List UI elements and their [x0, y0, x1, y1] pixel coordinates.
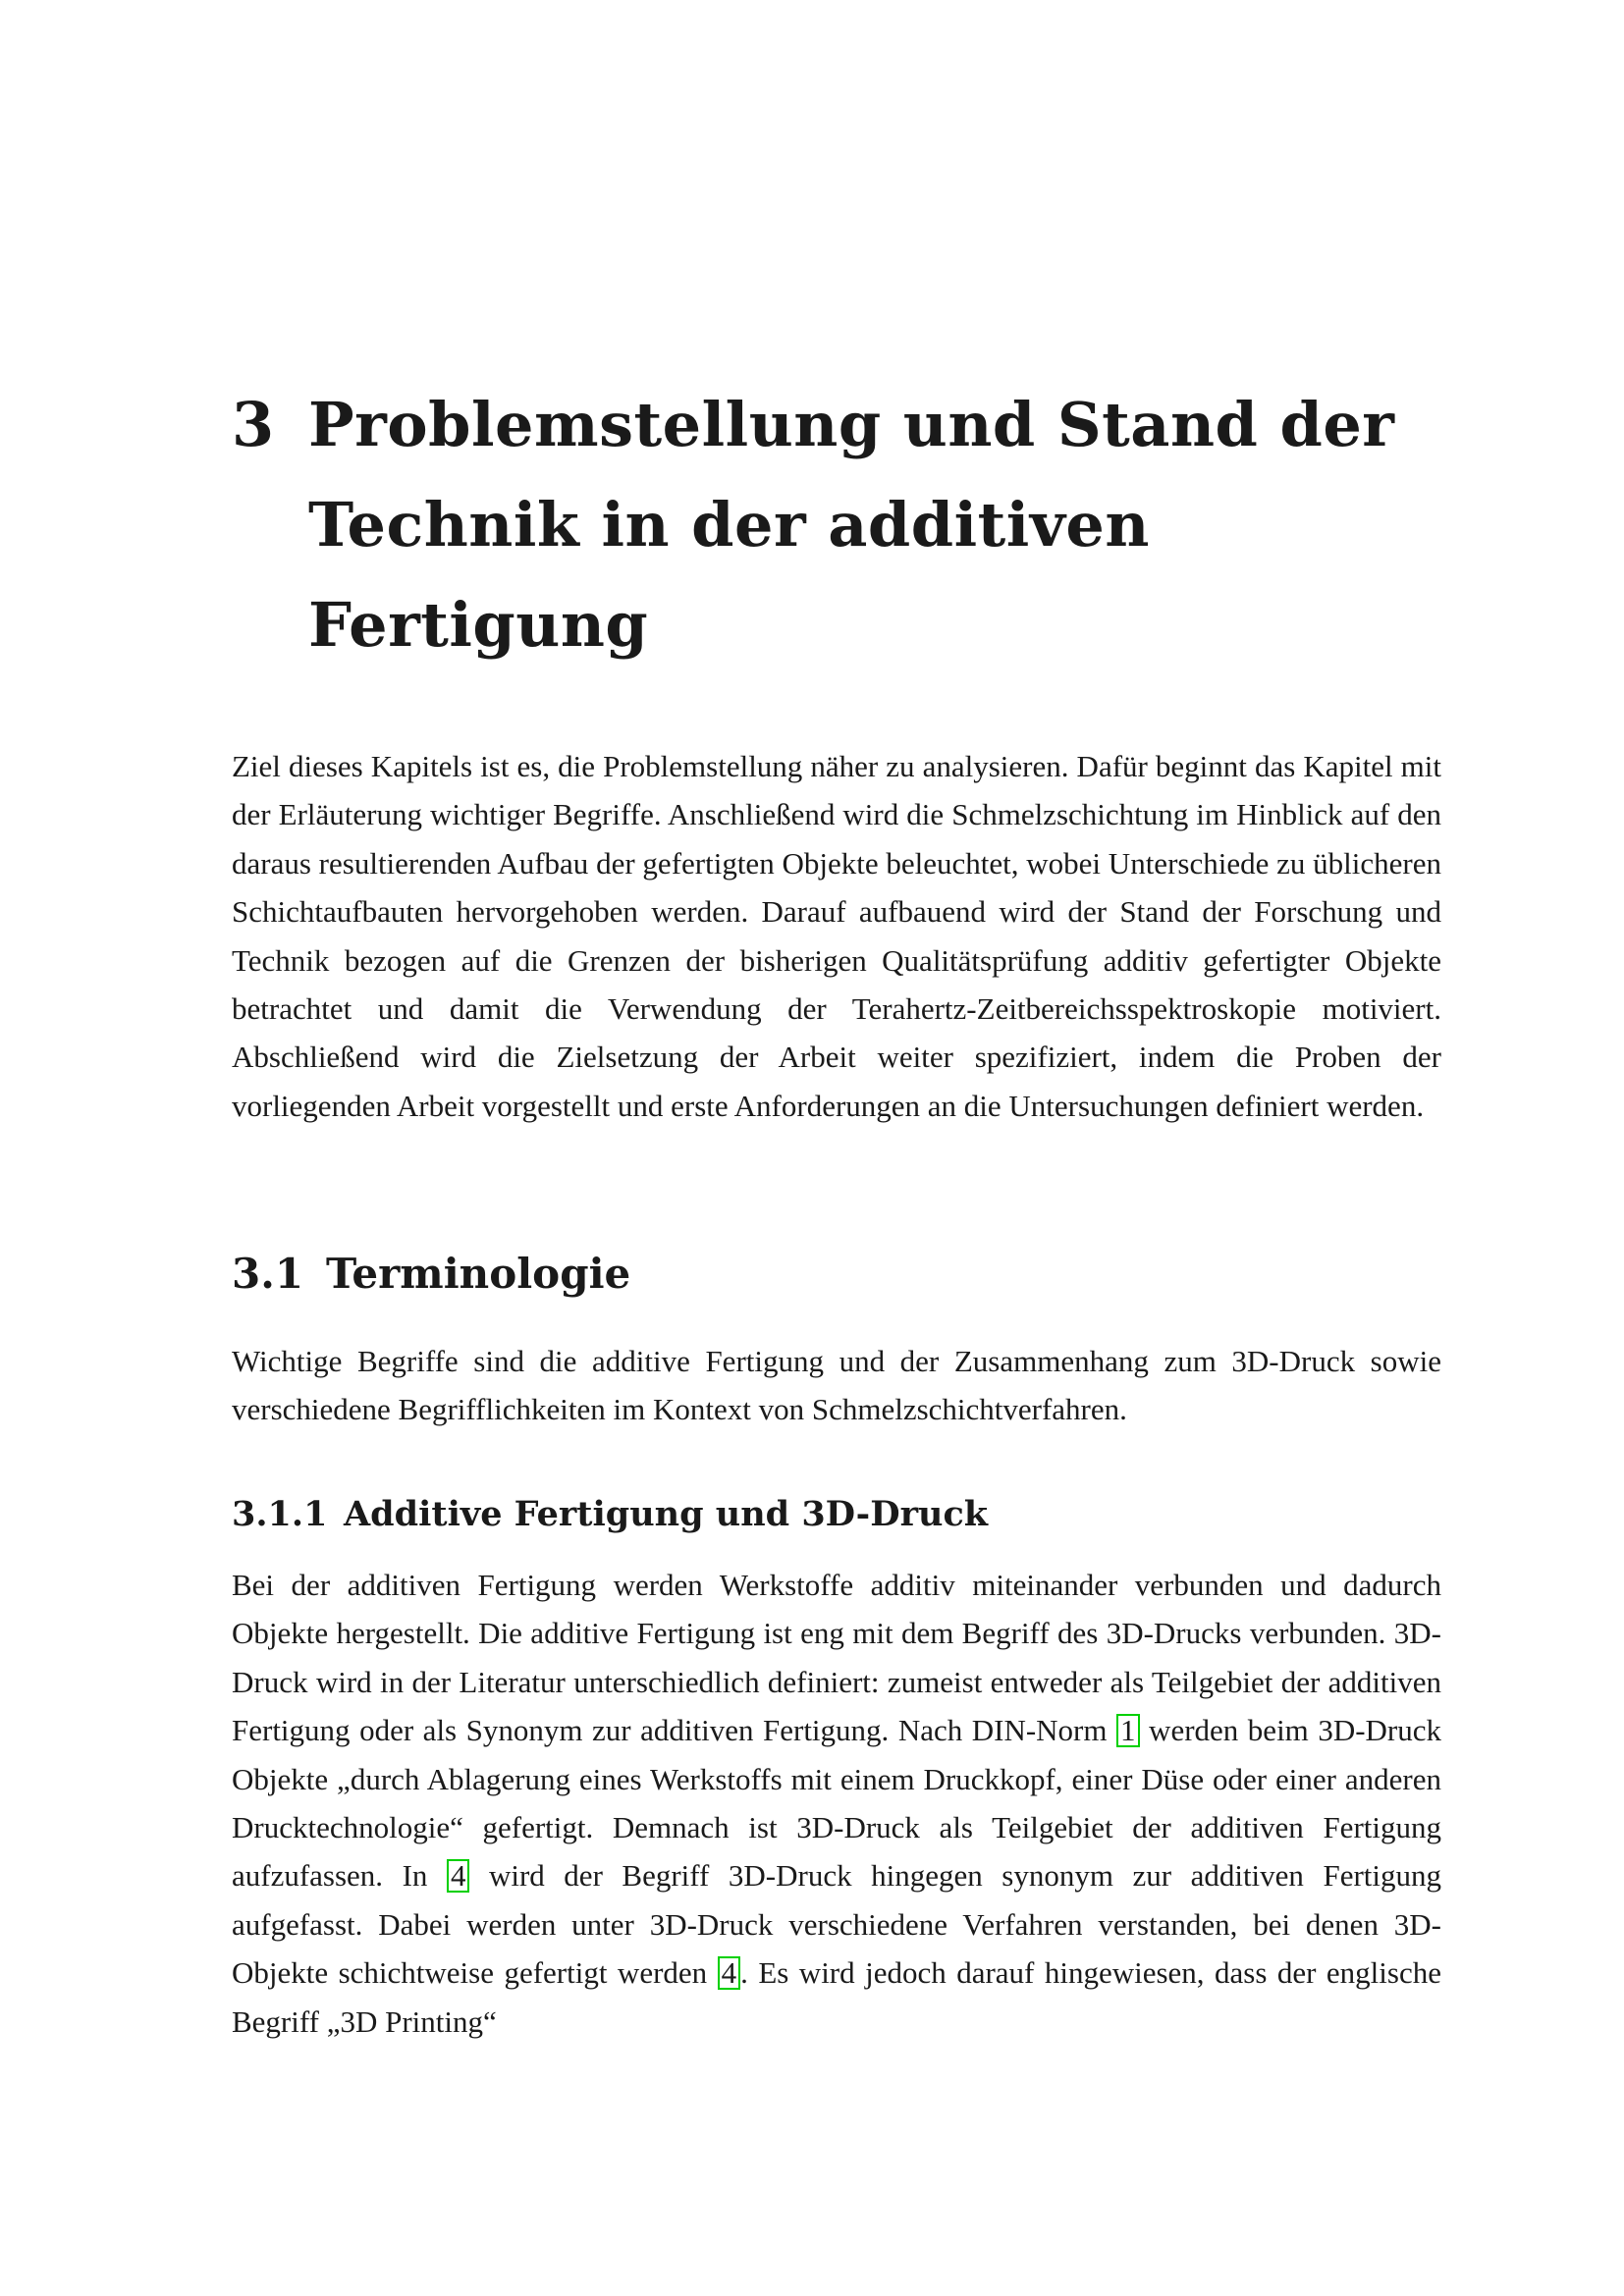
subsection-number: 3.1.1: [232, 1494, 328, 1534]
chapter-number: 3: [232, 389, 275, 460]
subsection-heading: [232, 1490, 988, 1539]
paragraph-text: Bei der additiven Fertigung werden Werkstoffe additiv miteinander verbunden und dadurch Objekte hergestellt. Die additive Fertigung ist eng mit dem Begriff des 3D-Drucks verbunden. 3D-Druck wird in der Literatur unterschiedlich definiert: zumeist entweder als Teilgebiet der additiven Fertigung oder als Synonym zur additiven Fertigung. Nach DIN-Norm: [232, 1568, 1441, 1748]
chapter-title: Problemstellung und Stand der Technik in der additiven Fertigung: [308, 389, 1395, 661]
intro-paragraph: Ziel dieses Kapitels ist es, die Problemstellung näher zu analysieren. Dafür beginnt das Kapitel mit der Erläuterung wichtiger Begriffe. Anschließend wird die Schmelzschichtung im Hinblick auf den daraus resultierenden Aufbau der gefertigten Objekte beleuchtet, wobei Unterschiede zu üblicheren Schichtaufbauten hervorgehoben werden. Darauf aufbauend wird der Stand der Forschung und Technik bezogen auf die Grenzen der bisherigen Qualitätsprüfung additiv gefertigter Objekte betrachtet und damit die Verwendung der Terahertz-Zeitbereichsspektroskopie motiviert. Abschließend wird die Zielsetzung der Arbeit weiter spezifiziert, indem die Proben der vorliegenden Arbeit vorgestellt und erste Anforderungen an die Untersuchungen definiert werden.: [232, 749, 1441, 1123]
paragraph-text: wird der Begriff 3D-Druck hingegen synonym zur additiven Fertigung aufgefasst. Dabei werden unter 3D-Druck verschiedene Verfahren verstanden, bei denen 3D-Objekte schichtweise gefertigt werden: [232, 1858, 1441, 1991]
section-heading: [232, 1245, 630, 1304]
subsection-title: Additive Fertigung und 3D-Druck: [344, 1494, 989, 1534]
section-number: 3.1: [232, 1250, 304, 1298]
citation-link[interactable]: 4: [447, 1859, 470, 1893]
subsection-paragraph: [232, 1561, 1441, 2046]
section-title: Terminologie: [326, 1250, 631, 1298]
citation-link[interactable]: 1: [1116, 1714, 1140, 1747]
paragraph-text: . Es wird jedoch darauf hingewiesen, dass der englische Begriff „3D Printing“: [232, 1955, 1441, 2039]
paragraph-text: werden beim 3D-Druck Objekte „durch Ablagerung eines Werkstoffs mit einem Druckkopf, einer Düse oder einer anderen Drucktechnologie“ gefertigt. Demnach ist 3D-Druck als Teilgebiet der additiven Fertigung aufzufassen. In: [232, 1713, 1441, 1894]
section-paragraph: Wichtige Begriffe sind die additive Fertigung und der Zusammenhang zum 3D-Druck sowie verschiedene Begrifflichkeiten im Kontext von Schmelzschichtverfahren.: [232, 1344, 1441, 1427]
citation-link[interactable]: 4: [718, 1956, 741, 1990]
